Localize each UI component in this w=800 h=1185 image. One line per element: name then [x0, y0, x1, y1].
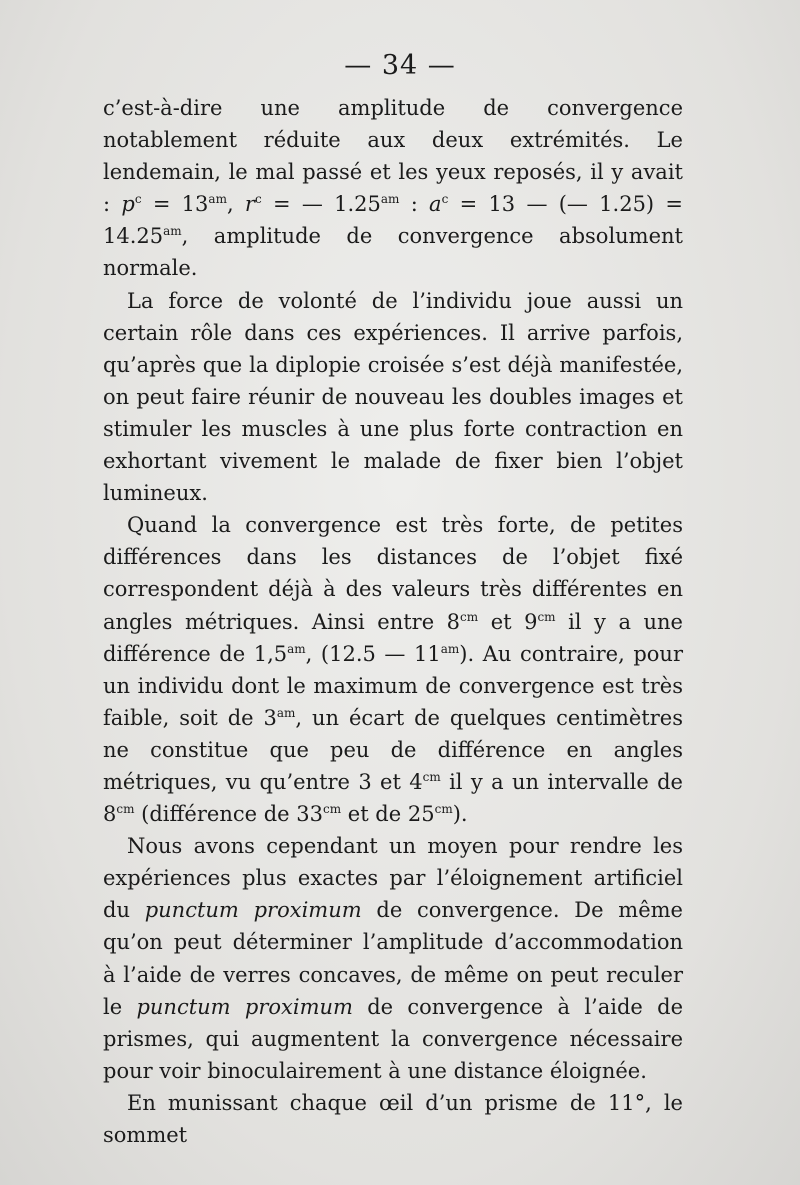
body-text: [103, 92, 683, 1151]
paragraph-5: En munissant chaque œil d’un prisme de 11°, le sommet: [103, 1090, 683, 1147]
paragraph-2: La force de volonté de l’individu joue aussi un certain rôle dans ces expériences. Il arrive parfois, qu’après que la diplopie croisée s’est déjà manifestée, on peut faire réunir de nouveau les doubles images et stimuler les muscles à une plus forte contraction en exhortant vivement le malade de fixer bien l’objet lumineux.: [103, 288, 683, 506]
paragraph-3: Quand la convergence est très forte, de petites différences dans les distances de l’objet fixé correspondent déjà à des valeurs très différentes en angles métriques. Ainsi entre $8^{cm}$ et $9^{cm}$ il y a une différence de $1,5^{am}$, (12.5 — $11^{am}$). Au contraire, pour un individu dont le maximum de convergence est très faible, soit de $3^{am}$, un écart de quelques centimètres ne constitue que peu de différence en angles métriques, vu qu’entre 3 et $4^{cm}$ il y a un intervalle de $8^{cm}$ (différence de $33^{cm}$ et de $25^{cm}$).: [103, 513, 683, 827]
paragraph-4: Nous avons cependant un moyen pour rendre les expériences plus exactes par l’éloignement artificiel du punctum proximum de convergence. De même qu’on peut déterminer l’amplitude d’accommodation à l’aide de verres concaves, de même on peut reculer le punctum proximum de convergence à l’aide de prismes, qui augmentent la convergence nécessaire pour voir binoculairement à une distance éloignée.: [103, 834, 684, 1083]
paragraph-1: c’est-à-dire une amplitude de convergence notablement réduite aux deux extrémités. Le lendemain, le mal passé et les yeux reposés, il y avait : $p^c = 13^{am}$, $r^c$ = — $1.25^{am}$ : $a^c = 13$ — (— $1.25) = 14.25^{am}$, amplitude de convergence absolument normale.: [103, 96, 683, 281]
page-number: — 34 —: [344, 50, 456, 81]
